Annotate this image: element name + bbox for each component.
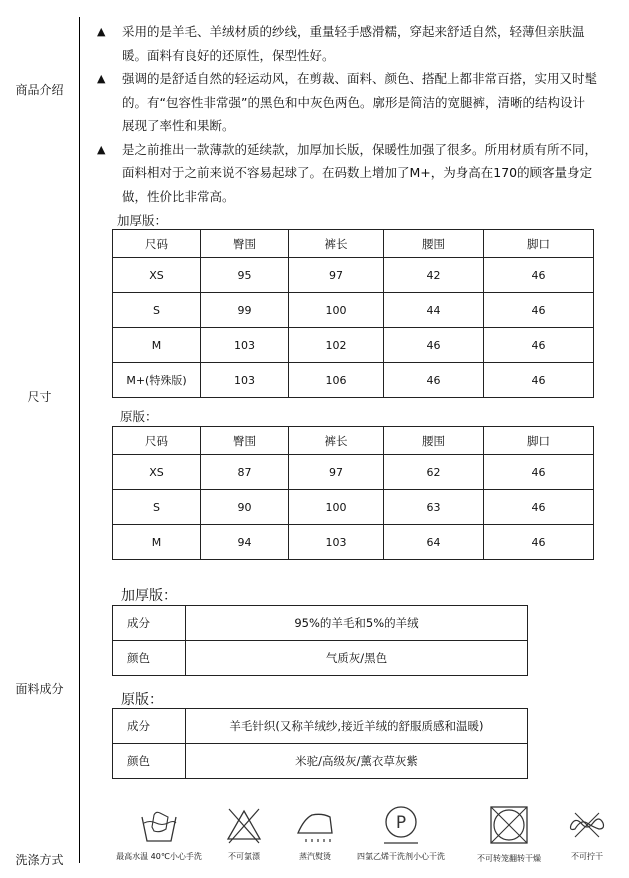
cell: 87 [201,455,289,490]
cell: 46 [384,363,484,398]
header-cell: 腰围 [384,230,484,258]
table-header-row [113,427,594,455]
cell: M+(特殊版) [113,363,201,398]
cell: 97 [289,455,384,490]
fabric-table-caption: 原版： [121,692,163,708]
fabric-value: 米驼/高级灰/薰衣草灰紫 [186,744,528,779]
fabric-table-original [112,708,528,779]
header-cell: 裤长 [289,427,384,455]
no-tumble-dry-icon [489,805,529,847]
cell: 100 [289,293,384,328]
header-cell: 臀围 [201,230,289,258]
cell: 99 [201,293,289,328]
size-table-caption: 原版： [120,409,158,424]
section-label-size: 尺寸 [27,390,52,404]
header-cell: 腰围 [384,427,484,455]
care-label: 蒸汽熨烫 [299,852,331,861]
care-item [345,805,457,862]
cell: 64 [384,525,484,560]
cell: 46 [484,363,594,398]
steam-iron-icon [294,805,336,845]
fabric-key: 成分 [113,606,186,641]
intro-bullet-list [97,20,597,208]
cell: 90 [201,490,289,525]
table-header-row [113,230,594,258]
cell: 46 [384,328,484,363]
table-row [113,709,528,744]
table-row [113,455,594,490]
header-cell: 尺码 [113,230,201,258]
section-label-care: 洗涤方式 [15,853,64,867]
table-row [113,606,528,641]
fabric-value: 95%的羊毛和5%的羊绒 [186,606,528,641]
cell: 46 [484,258,594,293]
table-row [113,490,594,525]
table-row [113,363,594,398]
care-label: 四氯乙烯干洗剂小心干洗 [357,852,445,861]
cell: 94 [201,525,289,560]
cell: 46 [484,328,594,363]
fabric-key: 颜色 [113,744,186,779]
cell: XS [113,258,201,293]
table-row [113,328,594,363]
cell: S [113,490,201,525]
triangle-bullet-icon: ▲ [97,72,106,85]
cell: M [113,525,201,560]
care-item [560,805,614,862]
fabric-value: 气质灰/黑色 [186,641,528,676]
cell: 46 [484,525,594,560]
care-item [466,805,552,864]
triangle-bullet-icon: ▲ [97,142,106,156]
header-cell: 裤长 [289,230,384,258]
svg-text:P: P [395,813,407,833]
cell: M [113,328,201,363]
cell: 102 [289,328,384,363]
header-cell: 臀围 [201,427,289,455]
table-row [113,744,528,779]
bullet-text: 强调的是舒适自然的轻运动风，在剪裁、面料、颜色、搭配上都非常百搭，实用又时髦的。有“包容性非常强”的黑色和中灰色两色。廓形是简洁的宽腿裤，清晰的结构设计展现了率性和果断。 [122,71,598,133]
bullet-text: 采用的是羊毛、羊绒材质的纱线，重量轻手感滑糯，穿起来舒适自然，轻薄但亲肤温暖。面料有良好的还原性，保型性好。 [122,24,585,63]
section-label-fabric: 面料成分 [15,682,64,696]
cell: 42 [384,258,484,293]
hand-wash-icon [138,805,180,845]
cell: S [113,293,201,328]
cell: 44 [384,293,484,328]
care-item [214,805,274,862]
care-item [285,805,345,862]
size-table-caption: 加厚版： [117,213,168,228]
cell: 46 [484,490,594,525]
cell: XS [113,455,201,490]
dry-clean-p-icon [380,805,422,845]
bullet-text: 是之前推出一款薄款的延续款，加厚加长版，保暖性加强了很多。所用材质有所不同，面料相对于之前来说不容易起球了。在码数上增加了M+，为身高在170的顾客量身定做，性价比非常高。 [122,141,598,204]
size-table-original [112,426,594,560]
header-cell: 脚口 [484,230,594,258]
cell: 100 [289,490,384,525]
intro-bullet [97,20,597,67]
cell: 63 [384,490,484,525]
cell: 103 [201,363,289,398]
section-divider-line [79,17,80,863]
intro-bullet [97,67,597,138]
cell: 97 [289,258,384,293]
intro-bullet [97,138,597,209]
table-row [113,293,594,328]
triangle-bullet-icon: ▲ [97,25,106,38]
table-row [113,258,594,293]
cell: 46 [484,293,594,328]
section-label-intro: 商品介绍 [15,83,64,97]
cell: 103 [201,328,289,363]
header-cell: 尺码 [113,427,201,455]
fabric-value: 羊毛针织(又称羊绒纱,接近羊绒的舒服质感和温暖) [186,709,528,744]
cell: 103 [289,525,384,560]
size-table-thick [112,229,594,398]
table-row [113,525,594,560]
care-label: 最高水温 40℃小心手洗 [116,852,202,861]
fabric-table-caption: 加厚版： [121,588,177,604]
cell: 46 [484,455,594,490]
cell: 95 [201,258,289,293]
care-label: 不可转笼翻转干燥 [477,854,541,863]
care-item [104,805,214,862]
fabric-key: 颜色 [113,641,186,676]
fabric-table-thick [112,605,528,676]
table-row [113,641,528,676]
care-label: 不可氯漂 [228,852,260,861]
no-bleach-icon [224,805,264,845]
no-wring-icon [565,805,609,845]
cell: 106 [289,363,384,398]
header-cell: 脚口 [484,427,594,455]
care-label: 不可拧干 [571,852,603,861]
fabric-key: 成分 [113,709,186,744]
cell: 62 [384,455,484,490]
